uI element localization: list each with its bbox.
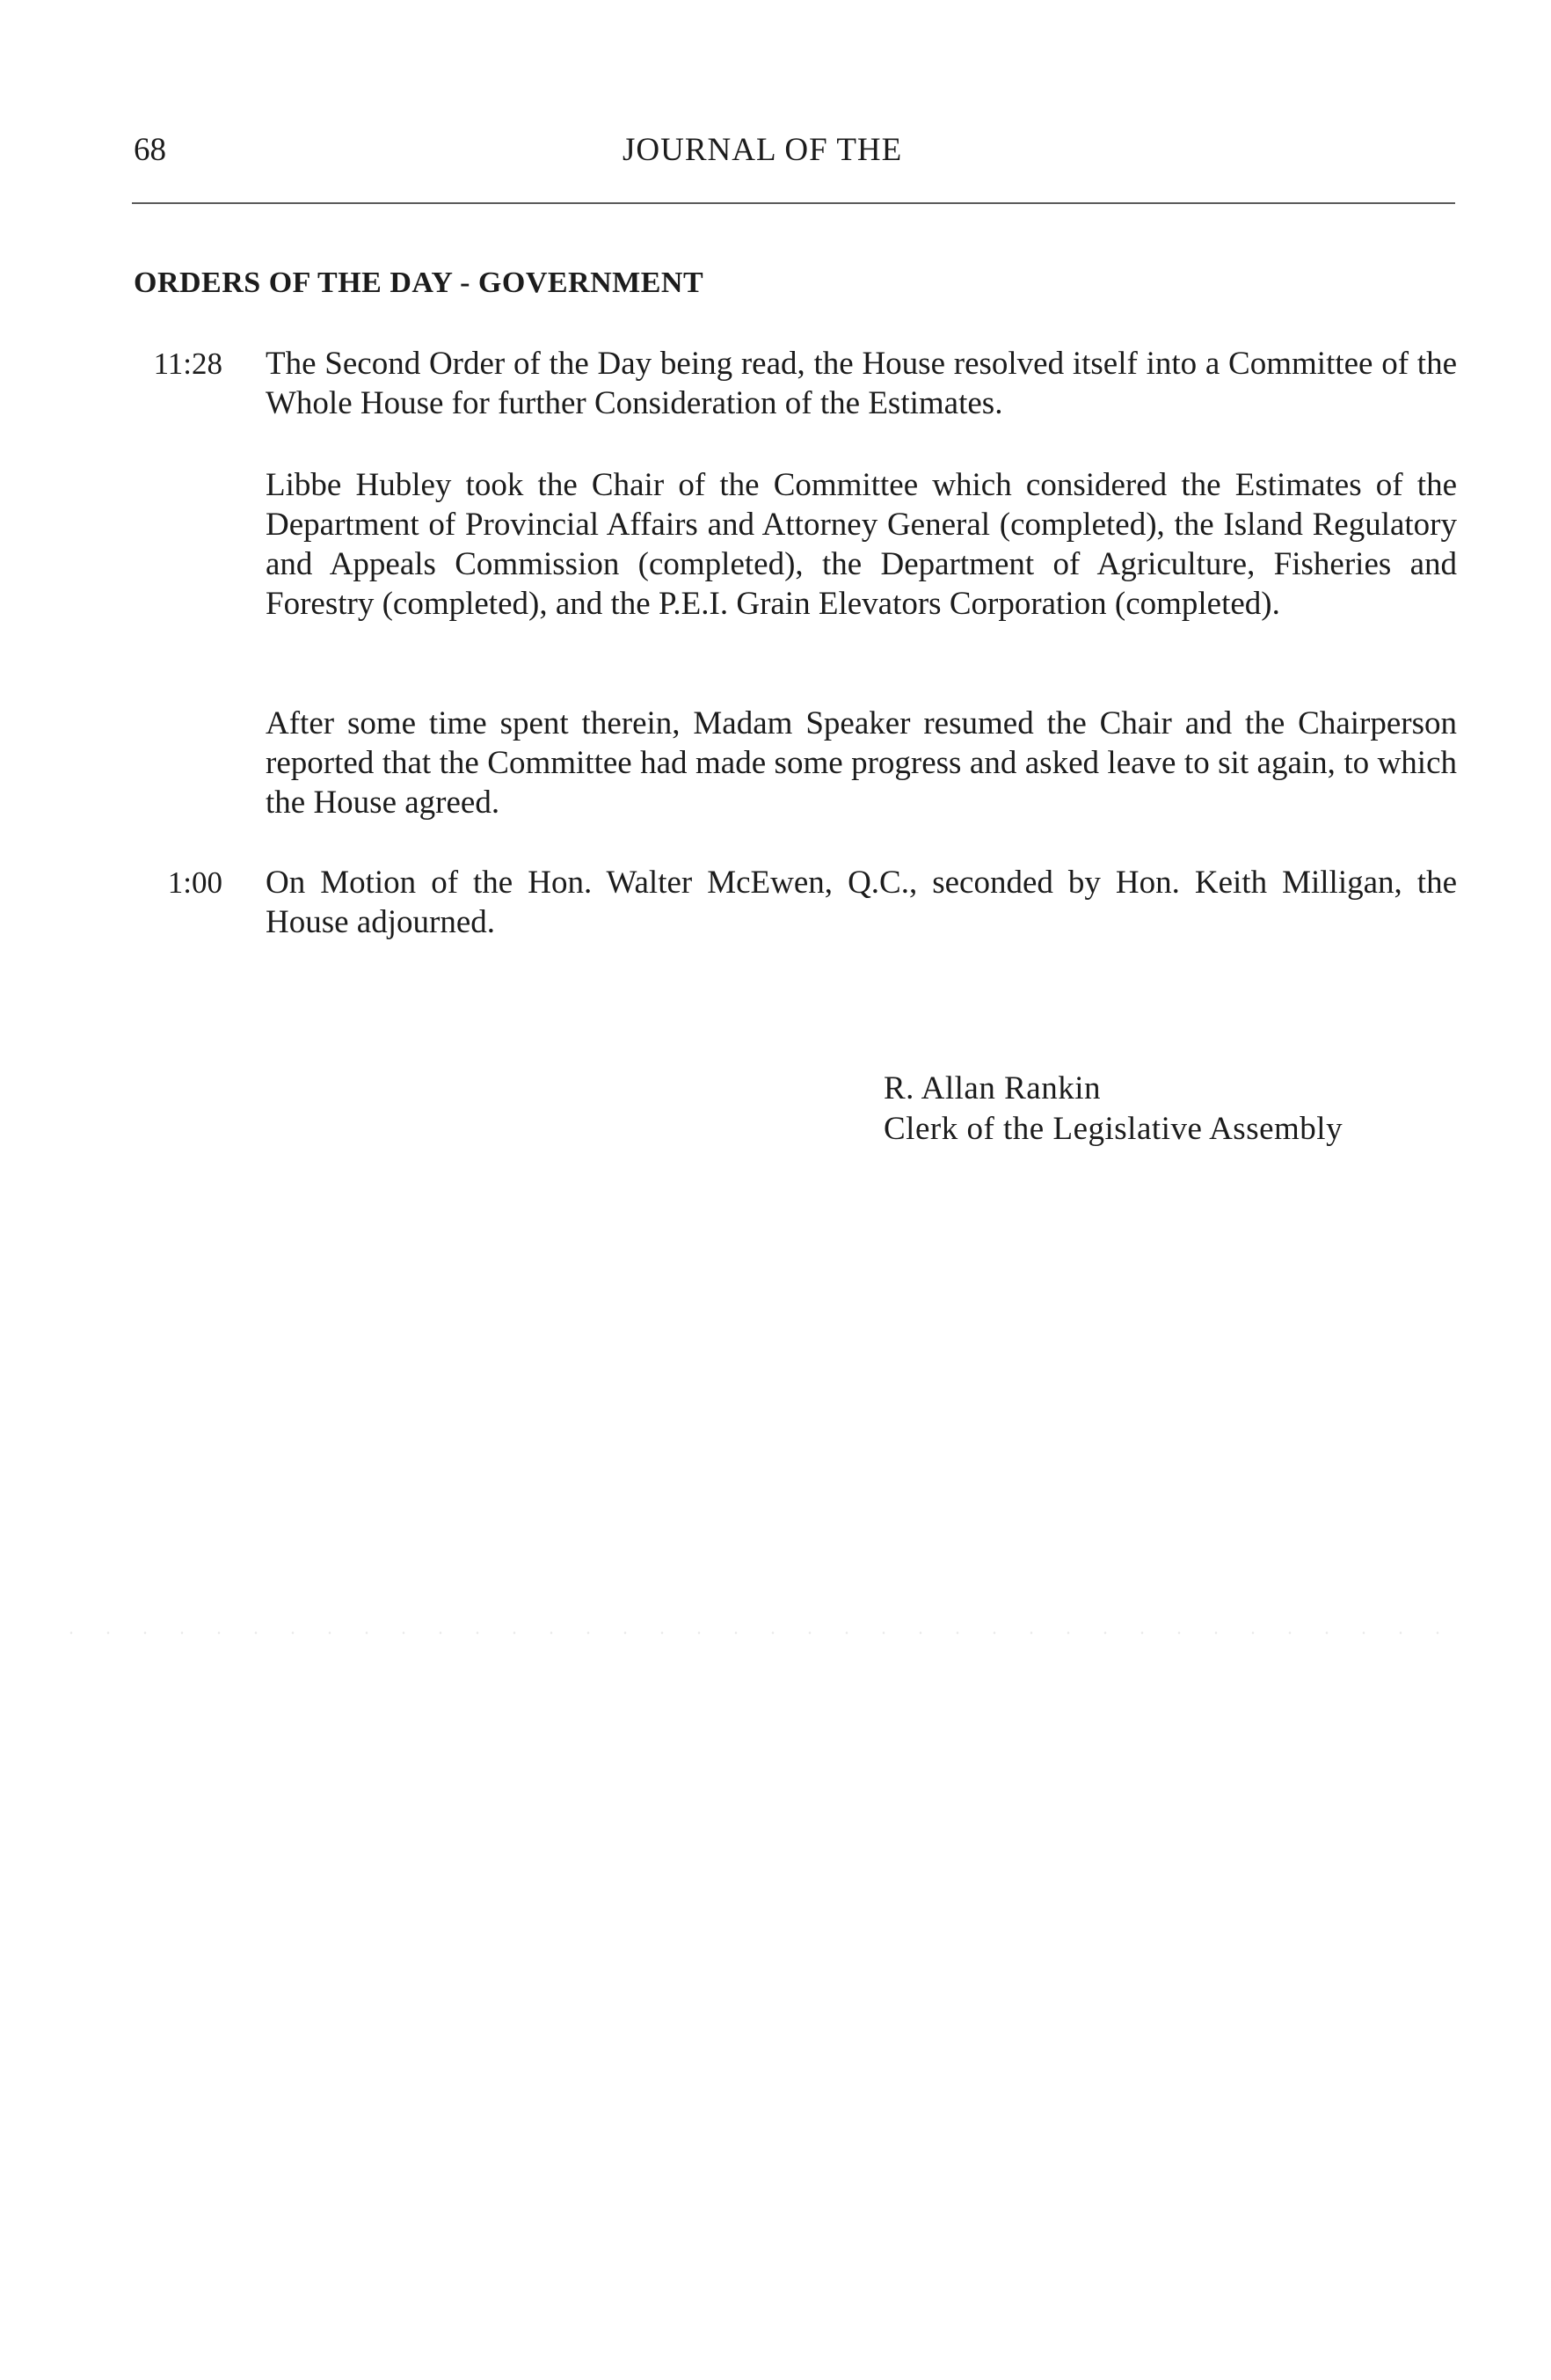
page-number: 68: [134, 132, 166, 168]
running-head: JOURNAL OF THE: [623, 132, 903, 168]
entry-paragraph: Libbe Hubley took the Chair of the Committee which considered the Estimates of the Department of Provincial Affairs and Attorney General (completed), the Island Regulatory and Appeals Commission (completed), the Department of Agriculture, Fisheries and Forestry (completed), and the P.E.I. Grain Elevators Corporation (completed).: [266, 467, 1457, 622]
entry-paragraph: On Motion of the Hon. Walter McEwen, Q.C., seconded by Hon. Keith Milligan, the House adjourned.: [266, 865, 1457, 940]
signatory-name: R. Allan Rankin: [884, 1070, 1101, 1106]
entry-time: 11:28: [153, 347, 222, 381]
entry-paragraph: The Second Order of the Day being read, the House resolved itself into a Committee of the Whole House for further Consideration of the Estimates.: [266, 346, 1457, 421]
entry-paragraph: After some time spent therein, Madam Speaker resumed the Chair and the Chairperson reported that the Committee had made some progress and asked leave to sit again, to which the House agreed.: [266, 705, 1457, 821]
entry-time: 1:00: [167, 865, 222, 900]
signature-block: [884, 1069, 1343, 1150]
header-rule: [132, 202, 1455, 204]
signatory-title: Clerk of the Legislative Assembly: [884, 1111, 1343, 1147]
scan-artifact-dots: [53, 1632, 1442, 1634]
section-heading: ORDERS OF THE DAY - GOVERNMENT: [134, 266, 704, 299]
